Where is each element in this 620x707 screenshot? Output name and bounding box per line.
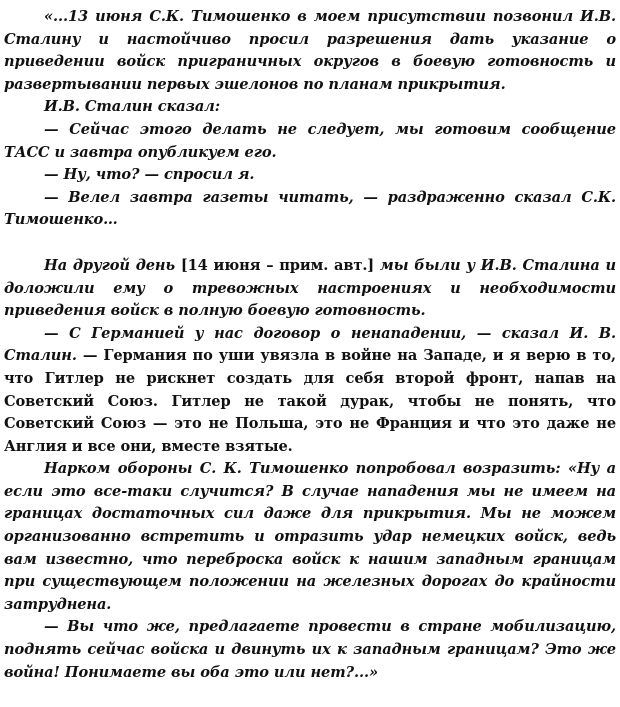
paragraph-1: «...13 июня С.К. Тимошенко в моем присутствии позвонил И.В. Сталину и настойчиво просил разрешения дать указание о приведении войск приграничных округов в боевую готовность и развертывании первых эшелонов по планам прикрытия. <box>4 8 616 93</box>
paragraph-6 <box>4 255 616 323</box>
author-note: [14 июня – прим. авт.] <box>180 256 375 274</box>
paragraph-5: — Велел завтра газеты читать, — раздраженно сказал С.К. Тимошенко… <box>4 188 616 229</box>
paragraph-2: И.В. Сталин сказал: <box>44 98 221 116</box>
paragraph-7-part-b: — Германия по уши увязла в войне на Западе, и я верю в то, что Гитлер не рискнет создать для себя второй фронт, напав на Советский Союз. Гитлер не такой дурак, чтобы не понять, что Советский Союз — это не Польша, это не Франция и что это даже не Англия и все они, вместе взятые. <box>4 347 616 455</box>
paragraph-9: — Вы что же, предлагаете провести в стране мобилизацию, поднять сейчас войска и двинуть их к западным границам? Это же война! Понимаете вы оба это или нет?...» <box>4 618 616 681</box>
paragraph-3: — Сейчас этого делать не следует, мы готовим сообщение ТАСС и завтра опубликуем его. <box>4 120 616 161</box>
paragraph-6-rest: мы были у И.В. Сталина и доложили ему о тревожных настроениях и необходимости приведения войск в полную боевую готовность. <box>4 256 616 320</box>
section-gap <box>4 232 616 255</box>
paragraph-4: — Ну, что? — спросил я. <box>44 166 255 184</box>
paragraph-7-part-a: — С Германией у нас договор о ненападении, — сказал И. В. Сталин. <box>4 324 616 365</box>
paragraph-7 <box>4 323 616 459</box>
paragraph-8: Нарком обороны С. К. Тимошенко попробовал возразить: «Ну а если это все-таки случится? В случае нападения мы не имеем на границах достаточных сил даже для прикрытия. Мы не можем организованно встретить и отразить удар немецких войск, ведь вам известно, что переброска войск к нашим западным границам при существующем положении на железных дорогах до крайности затруднена. <box>4 460 616 613</box>
paragraph-6-lead: На другой день <box>44 256 175 274</box>
